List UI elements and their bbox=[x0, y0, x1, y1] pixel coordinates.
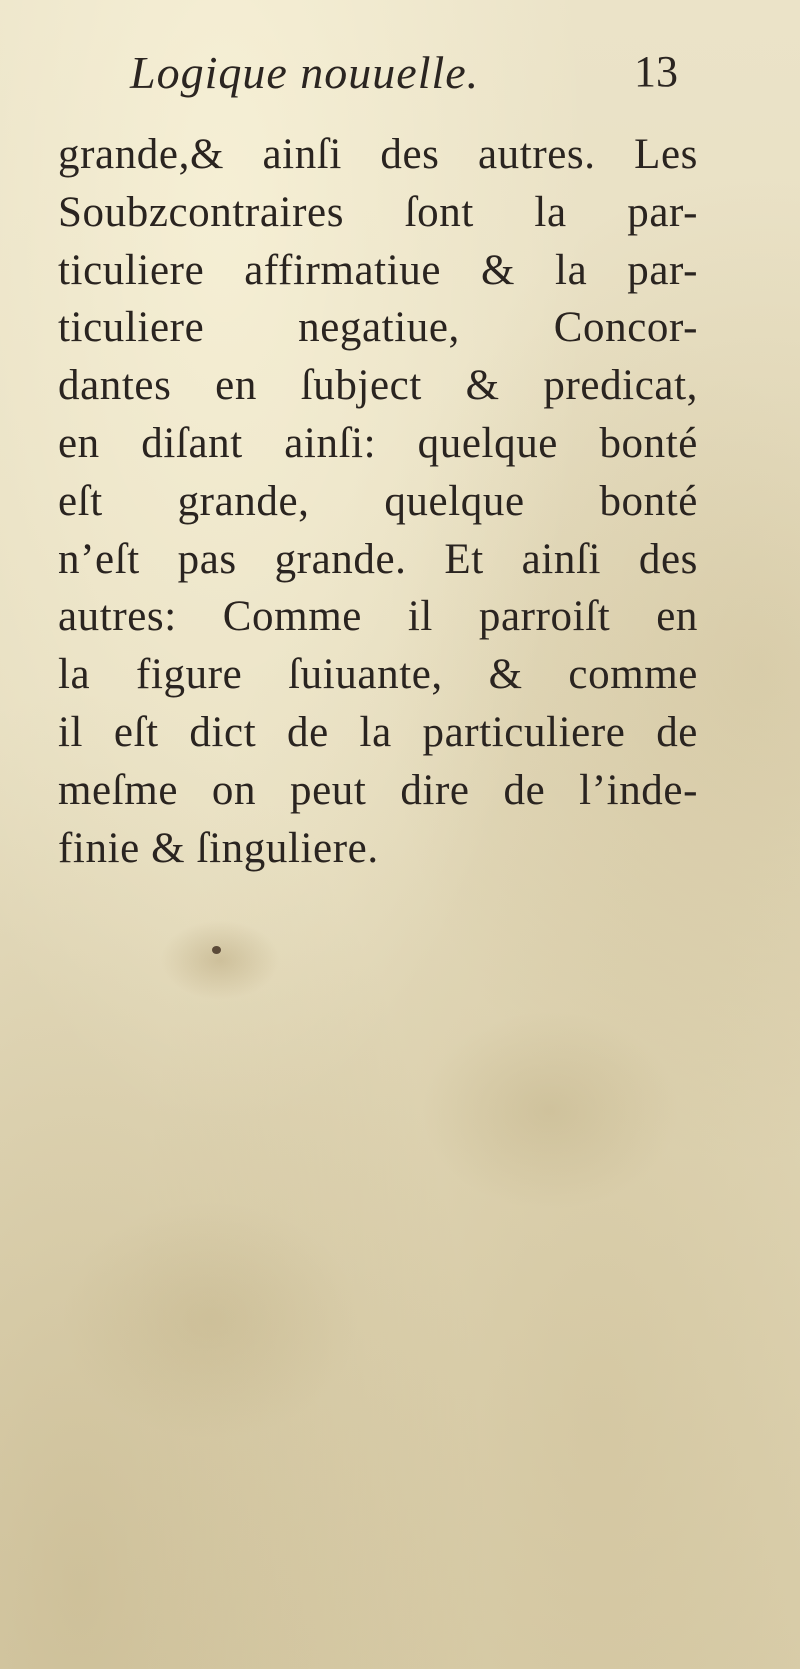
text-line: ticuliere affirmatiue & la par- bbox=[58, 246, 698, 294]
page-header bbox=[130, 46, 690, 116]
text-line: ticuliere negatiue, Concor- bbox=[58, 304, 698, 352]
body-text bbox=[58, 126, 698, 877]
text-line: eſt grande, quelque bonté bbox=[58, 477, 698, 525]
paper-stain bbox=[160, 920, 280, 1000]
text-line: en diſant ainſi: quelque bonté bbox=[58, 419, 698, 467]
text-line: il eſt dict de la particuliere de bbox=[58, 708, 698, 756]
text-line: autres: Comme il parroiſt en bbox=[58, 593, 698, 641]
text-line: finie & ſinguliere. bbox=[58, 824, 379, 872]
text-line: n’eſt pas grande. Et ainſi des bbox=[58, 535, 698, 583]
text-line: dantes en ſubject & predicat, bbox=[58, 362, 698, 410]
text-line: la figure ſuiuante, & comme bbox=[58, 651, 698, 699]
text-line: grande,& ainſi des autres. Les bbox=[58, 131, 698, 178]
running-title: Logique nouuelle. bbox=[130, 47, 480, 98]
paper-stain bbox=[60, 1200, 360, 1440]
ink-speck bbox=[212, 946, 221, 954]
page-number: 13 bbox=[634, 47, 678, 96]
paper-stain bbox=[420, 1010, 680, 1210]
text-line: meſme on peut dire de l’inde- bbox=[58, 766, 698, 814]
text-line: Soubzcontraires ſont la par- bbox=[58, 188, 698, 236]
